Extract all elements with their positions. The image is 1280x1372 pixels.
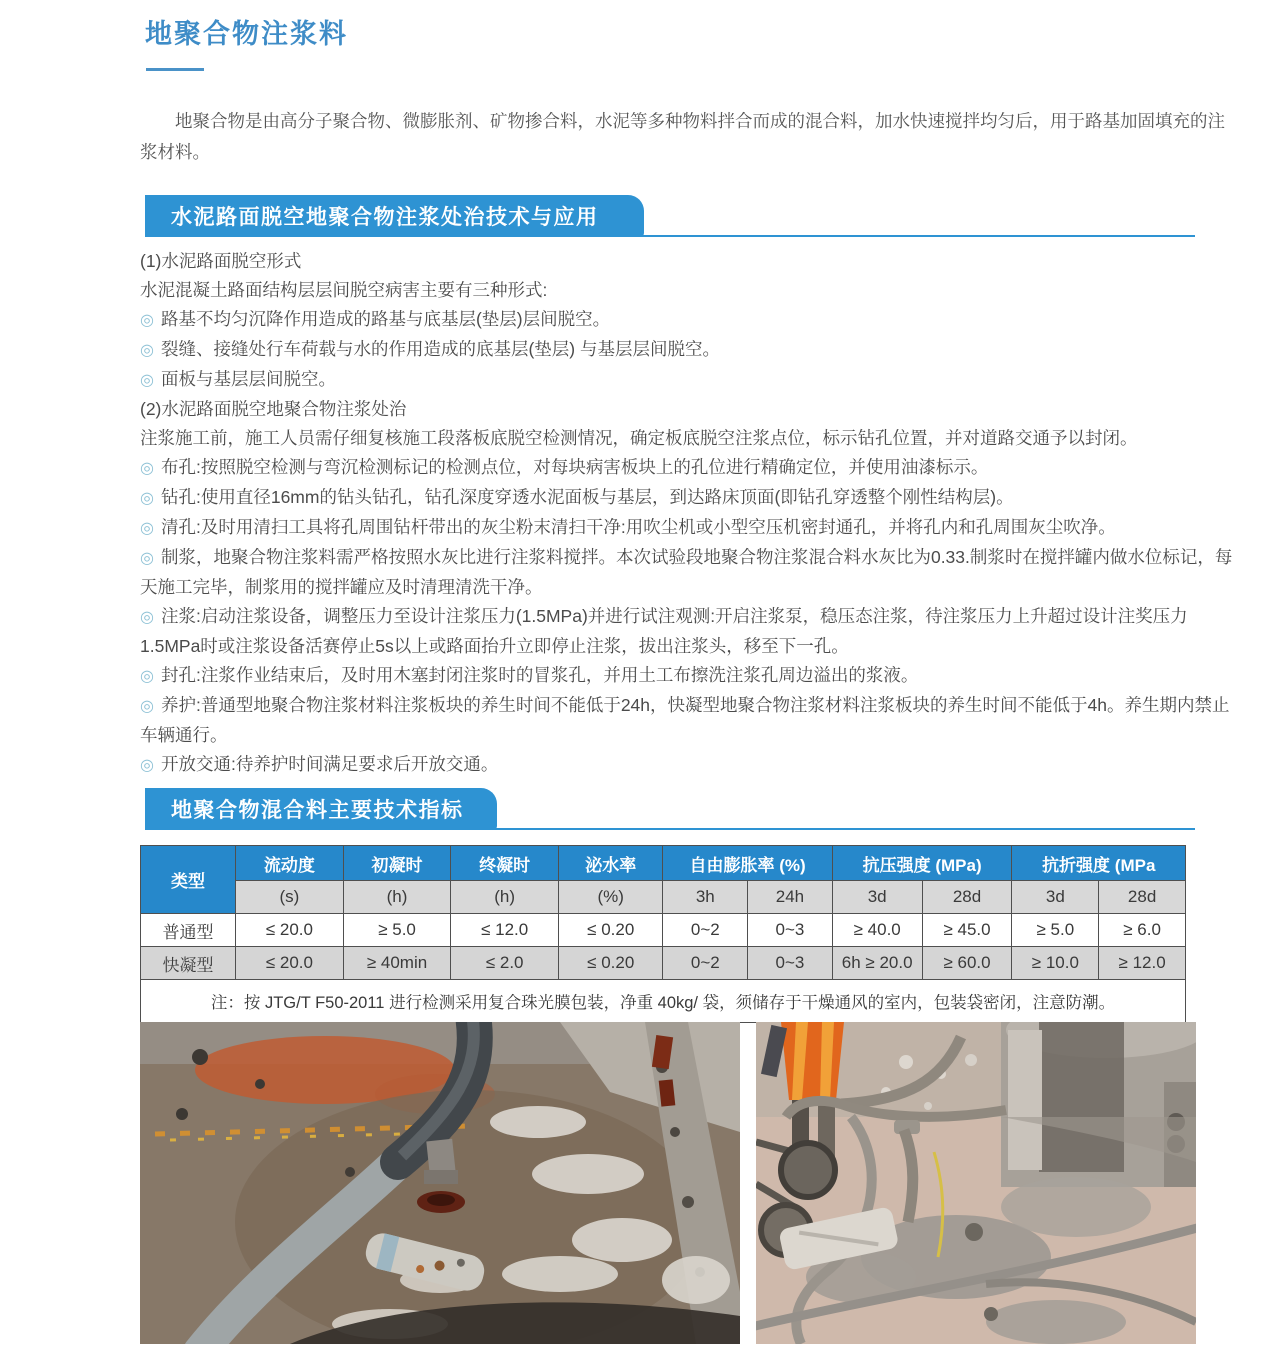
ring-bullet-icon: ◎ [140, 520, 154, 537]
ring-bullet-icon: ◎ [140, 668, 154, 685]
body-line: ◎ 养护:普通型地聚合物注浆材料注浆板块的养生时间不能低于24h，快凝型地聚合物注浆材料注浆板块的养生时间不能低于4h。养生期内禁止车辆通行。 [140, 695, 1230, 745]
table-cell: ≥ 45.0 [922, 914, 1012, 947]
table-row-rapid [141, 947, 1186, 980]
table-subheader: (s) [236, 881, 344, 914]
table-header: 泌水率 [558, 846, 663, 881]
table-header-type: 类型 [141, 846, 236, 914]
table-cell: ≥ 40min [343, 947, 451, 980]
table-cell: ≥ 40.0 [832, 914, 922, 947]
body-line: (1)水泥路面脱空形式 [140, 251, 302, 271]
ring-bullet-icon: ◎ [140, 550, 154, 567]
table-cell: ≤ 0.20 [558, 914, 663, 947]
table-cell: ≥ 5.0 [343, 914, 451, 947]
section-1-content [140, 247, 1237, 780]
body-line: ◎ 路基不均匀沉降作用造成的路基与底基层(垫层)层间脱空。 [140, 309, 611, 329]
table-subheader: (%) [558, 881, 663, 914]
section-banner-grouting-technique [145, 195, 644, 237]
table-cell: ≤ 12.0 [451, 914, 559, 947]
table-cell: ≤ 2.0 [451, 947, 559, 980]
photo-worksite-grouting [756, 1022, 1196, 1344]
ring-bullet-icon: ◎ [140, 757, 154, 774]
body-line: ◎ 裂缝、接缝处行车荷载与水的作用造成的底基层(垫层) 与基层层间脱空。 [140, 339, 720, 359]
ring-bullet-icon: ◎ [140, 372, 154, 389]
table-cell: 6h ≥ 20.0 [832, 947, 922, 980]
section-banner-2-label: 地聚合物混合料主要技术指标 [171, 799, 464, 822]
ring-bullet-icon: ◎ [140, 312, 154, 329]
table-cell: ≥ 60.0 [922, 947, 1012, 980]
row-label: 普通型 [141, 914, 236, 947]
ring-bullet-icon: ◎ [140, 490, 154, 507]
body-line: ◎ 钻孔:使用直径16mm的钻头钻孔，钻孔深度穿透水泥面板与基层，到达路床顶面(即钻孔穿透整个刚性结构层)。 [140, 487, 1014, 507]
ring-bullet-icon: ◎ [140, 460, 154, 477]
table-cell: 0~3 [748, 947, 833, 980]
table-cell: ≤ 20.0 [236, 914, 344, 947]
table-cell: 0~2 [663, 947, 748, 980]
table-subheader: 3d [1012, 881, 1099, 914]
table-subheader: (h) [343, 881, 451, 914]
table-cell: ≥ 10.0 [1012, 947, 1099, 980]
table-cell: ≤ 0.20 [558, 947, 663, 980]
table-cell: ≥ 12.0 [1099, 947, 1186, 980]
photo-worksite-illustration [756, 1022, 1196, 1344]
body-line: ◎ 面板与基层层间脱空。 [140, 369, 336, 389]
body-line: 水泥混凝土路面结构层层间脱空病害主要有三种形式: [140, 280, 548, 300]
body-line: 注浆施工前，施工人员需仔细复核施工段落板底脱空检测情况，确定板底脱空注浆点位，标示钻孔位置，并对道路交通予以封闭。 [140, 428, 1138, 448]
spec-table [140, 845, 1186, 1023]
table-subheader: 28d [922, 881, 1012, 914]
table-note: 注：按 JTG/T F50-2011 进行检测采用复合珠光膜包装，净重 40kg/ 袋，须储存于干燥通风的室内，包装袋密闭，注意防潮。 [141, 980, 1186, 1023]
photo-grouting-hose-illustration [140, 1022, 740, 1344]
body-line: ◎ 清孔:及时用清扫工具将孔周围钻杆带出的灰尘粉末清扫干净:用吹尘机或小型空压机密封通孔，并将孔内和孔周围灰尘吹净。 [140, 517, 1116, 537]
body-line: ◎ 封孔:注浆作业结束后，及时用木塞封闭注浆时的冒浆孔，并用土工布擦洗注浆孔周边溢出的浆液。 [140, 665, 919, 685]
table-row-ordinary [141, 914, 1186, 947]
table-header: 初凝时 [343, 846, 451, 881]
section-banner-2-rule [145, 828, 1195, 830]
table-cell: ≥ 5.0 [1012, 914, 1099, 947]
intro-paragraph: 地聚合物是由高分子聚合物、微膨胀剂、矿物掺合料，水泥等多种物料拌合而成的混合料，加水快速搅拌均匀后，用于路基加固填充的注浆材料。 [140, 111, 1225, 162]
table-header: 抗压强度 (MPa) [832, 846, 1012, 881]
row-label: 快凝型 [141, 947, 236, 980]
ring-bullet-icon: ◎ [140, 342, 154, 359]
section-banner-1-rule [145, 235, 1195, 237]
body-line: ◎ 注浆:启动注浆设备，调整压力至设计注浆压力(1.5MPa)并进行试注观测:开启注浆泵，稳压态注浆，待注浆压力上升超过设计注奖压力1.5MPa时或注浆设备活赛停止5s以上或路面抬升立即停止注浆，拔出注浆头，移至下一孔。 [140, 606, 1188, 656]
table-header: 终凝时 [451, 846, 559, 881]
page-title: 地聚合物注浆料 [145, 19, 348, 49]
table-subheader: 24h [748, 881, 833, 914]
section-banner-technical-specs [145, 788, 497, 830]
body-line: (2)水泥路面脱空地聚合物注浆处治 [140, 399, 407, 419]
body-line: ◎ 布孔:按照脱空检测与弯沉检测标记的检测点位，对每块病害板块上的孔位进行精确定位，并使用油漆标示。 [140, 457, 989, 477]
table-cell: ≥ 6.0 [1099, 914, 1186, 947]
table-header: 流动度 [236, 846, 344, 881]
section-banner-1-label: 水泥路面脱空地聚合物注浆处治技术与应用 [171, 206, 599, 229]
table-note-row [141, 980, 1186, 1023]
table-header: 抗折强度 (MPa [1012, 846, 1186, 881]
body-line: ◎ 制浆，地聚合物注浆料需严格按照水灰比进行注浆料搅拌。本次试验段地聚合物注浆混合料水灰比为0.33.制浆时在搅拌罐内做水位标记，每天施工完毕，制浆用的搅拌罐应及时清理清洗干净。 [140, 547, 1233, 597]
table-cell: ≤ 20.0 [236, 947, 344, 980]
table-subheader: 3d [832, 881, 922, 914]
table-subheader: 28d [1099, 881, 1186, 914]
title-underline [146, 68, 204, 71]
table-subheader: (h) [451, 881, 559, 914]
ring-bullet-icon: ◎ [140, 698, 154, 715]
photo-grouting-hose [140, 1022, 740, 1344]
ring-bullet-icon: ◎ [140, 609, 154, 626]
table-cell: 0~3 [748, 914, 833, 947]
table-subheader: 3h [663, 881, 748, 914]
table-cell: 0~2 [663, 914, 748, 947]
table-header: 自由膨胀率 (%) [663, 846, 832, 881]
body-line: ◎ 开放交通:待养护时间满足要求后开放交通。 [140, 754, 499, 774]
